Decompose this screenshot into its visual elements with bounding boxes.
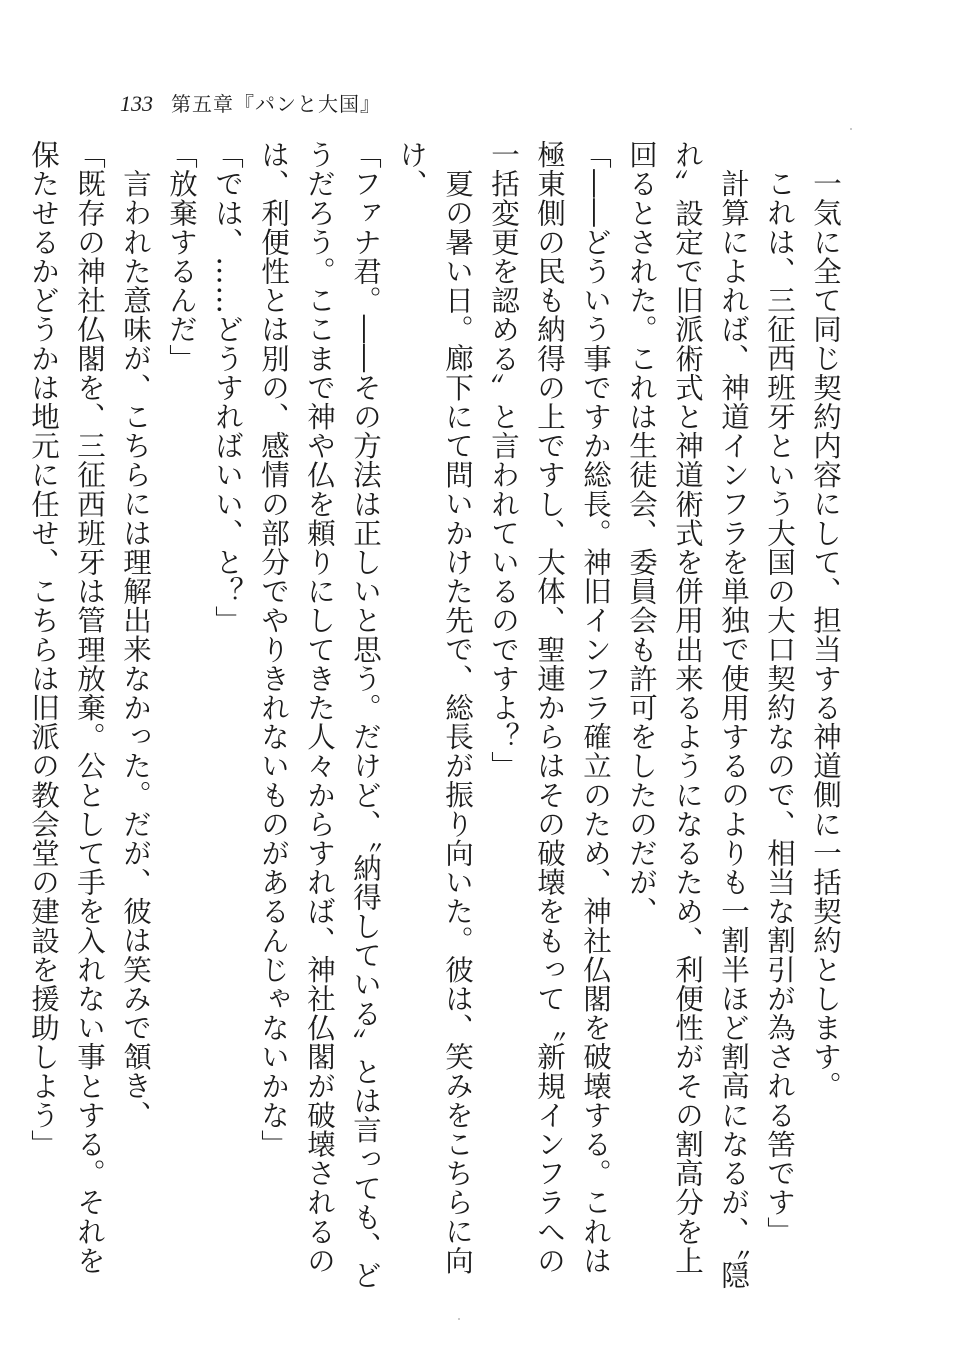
scan-speck — [850, 128, 852, 130]
page-number: 133 — [120, 91, 153, 116]
paragraph: 言われた意味が、こちらには理解出来なかった。だが、彼は笑みで頷き、 — [119, 168, 152, 1129]
body-text — [27, 140, 848, 1290]
paragraph: 夏の暑い日。廊下にて問いかけた先で、総長が振り向いた。彼は、笑みをこちらに向け、 — [395, 140, 474, 1275]
paragraph: これは、三征西班牙という大国の大口契約なので、相当な割引が為される筈です」 — [763, 168, 796, 1246]
dialogue-paragraph: 「放棄するんだ」 — [165, 140, 198, 373]
scan-speck — [458, 1318, 460, 1320]
page-header — [120, 88, 381, 118]
paragraph: 計算によれば、神道インフラを単独で使用するのよりも一割半ほど割高になるが、〝隠れ〟設定で旧派術式と神道術式を併用出来るようになるため、利便性がその割高分を上回るとされた。これは生徒会、委員会も許可をしたのだが、 — [625, 140, 750, 1290]
paragraph: 一気に全て同じ契約内容にして、担当する神道側に一括契約とします。 — [809, 168, 842, 1100]
dialogue-paragraph: 「では、……どうすればいい、と？」 — [211, 140, 244, 635]
dialogue-paragraph: 「ファナ君。――その方法は正しいと思う。だけど、〝納得している〟とは言っても、どうだろう。ここまで神や仏を頼りにしてきた人々からすれば、神社仏閣が破壊されるのは、利便性とは別の、感情の部分でやりきれないものがあるんじゃないかな」 — [257, 140, 382, 1290]
dialogue-paragraph: 「既存の神社仏閣を、三征西班牙は管理放棄。公として手を入れない事とする。それを保たせるかどうかは地元に任せ、こちらは旧派の教会堂の建設を援助しよう」 — [27, 140, 106, 1275]
dialogue-paragraph: 「――どういう事ですか総長。神旧インフラ確立のため、神社仏閣を破壊する。これは極東側の民も納得の上ですし、大体、聖連からはその破壊をもって〝新規インフラへの一括変更を認める〟と言われているのですよ？」 — [487, 140, 612, 1275]
running-title: 第五章『パンと大国』 — [171, 92, 381, 116]
